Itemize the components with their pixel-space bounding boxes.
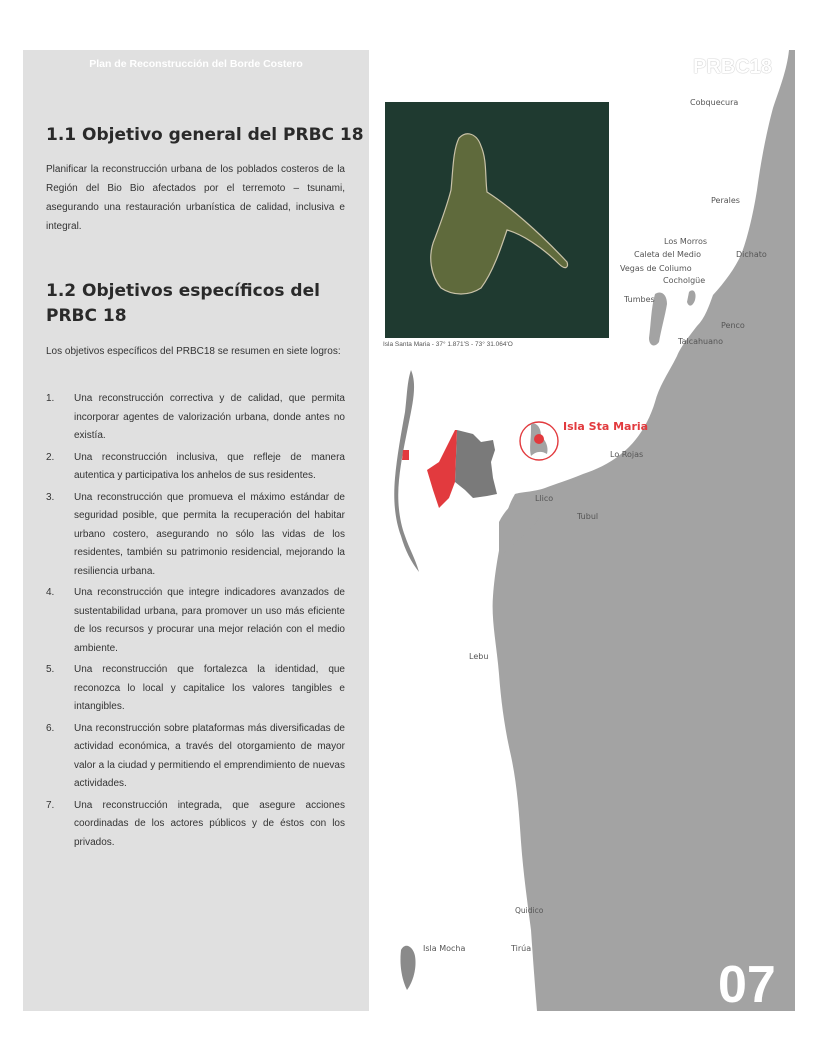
prbc-brand: PRBC18 [693,56,772,78]
islet [687,290,696,305]
chile-silhouette [394,370,419,572]
list-item-text: Una reconstrucción integrada, que asegure acciones coordinadas de los actores públicos y de éstos con los privados. [74,799,345,848]
region-shape [455,430,497,498]
town-tirua: Tirúa [511,944,532,953]
town-tubul: Tubul [577,512,599,521]
isla-mocha [400,946,415,990]
list-item-text: Una reconstrucción que integre indicadores avanzados de sustentabilidad urbana, para promover un uso más eficiente de los recursos y procurar una mejor relación con el medio ambiente. [74,587,345,654]
town-tumbes: Tumbes [624,295,655,304]
list-item [46,720,345,794]
list-item-text: Una reconstrucción inclusiva, que refleje de manera autentica y participativa los anhelos de sus residentes. [74,451,345,481]
list-item-number: 4. [46,587,55,598]
region-highlight [427,430,457,508]
isla-sta-maria-marker [534,434,544,444]
town-cobquecura: Cobquecura [690,98,739,107]
list-item [46,584,345,658]
town-penco: Penco [721,321,745,330]
section-2-heading-line2: PRBC 18 [46,306,127,326]
list-item [46,449,345,486]
section-1-body: Planificar la reconstrucción urbana de los poblados costeros de la Región del Bio Bio afectados por el terremoto – tsunami, asegurando una restauración urbanística de calidad, inclusiva e integral. [46,164,345,232]
town-vegas-de-coliumo: Vegas de Coliumo [620,264,692,273]
biobio-highlight [402,450,409,460]
town-llico: Llico [535,494,554,503]
document-header: Plan de Reconstrucción del Borde Costero [89,58,303,70]
section-2-intro: Los objetivos específicos del PRBC18 se resumen en siete logros: [46,346,341,357]
town-caleta-del-medio: Caleta del Medio [634,250,701,259]
list-item-text: Una reconstrucción que fortalezca la identidad, que reconozca lo local y capitalice los valores tangibles e intangibles. [74,664,345,712]
town-dichato: Dichato [736,250,767,259]
objectives-list [46,390,345,855]
list-item-text: Una reconstrucción correctiva y de calidad, que permita incorporar agentes de valorización urbana, donde antes no existía. [74,393,345,441]
photo-caption: Isla Santa Maria - 37° 1.871'S - 73° 31.064'O [383,341,513,348]
section-1-heading: 1.1 Objetivo general del PRBC 18 [46,125,364,145]
list-item [46,390,345,446]
town-isla-mocha: Isla Mocha [423,944,466,953]
town-talcahuano: Talcahuano [678,337,723,346]
list-item [46,797,345,853]
town-lebu: Lebu [469,652,489,661]
list-item-number: 5. [46,664,55,675]
town-isla-sta-maria: Isla Sta Maria [563,420,649,433]
list-item-number: 2. [46,451,55,463]
town-los-morros: Los Morros [664,237,708,246]
town-lo-rojas: Lo Rojas [610,450,644,459]
town-cocholgue: Cocholgüe [663,276,706,285]
list-item-number: 3. [46,491,55,503]
list-item [46,489,345,582]
list-item-number: 7. [46,799,55,811]
text-panel [23,50,369,1011]
list-item-number: 6. [46,722,55,734]
town-perales: Perales [711,196,740,205]
page-number: 07 [718,956,776,1014]
coastal-map [369,50,795,1011]
list-item-number: 1. [46,393,55,404]
town-quidico: Quidico [515,906,544,915]
list-item-text: Una reconstrucción que promueva el máximo estándar de seguridad posible, que permita la recuperación del habitar urbano costero, asegurando no sólo las vidas de los residentes, también su patrimonio residencial, mejorando la resiliencia urbana. [74,491,345,577]
list-item [46,661,345,717]
section-2-heading-line1: 1.2 Objetivos específicos del [46,281,320,301]
list-item-text: Una reconstrucción sobre plataformas más diversificadas de actividad económica, a través del otorgamiento de mayor valor a la ciudad y permitiendo el emprendimiento de nuevas actividades. [74,722,345,789]
